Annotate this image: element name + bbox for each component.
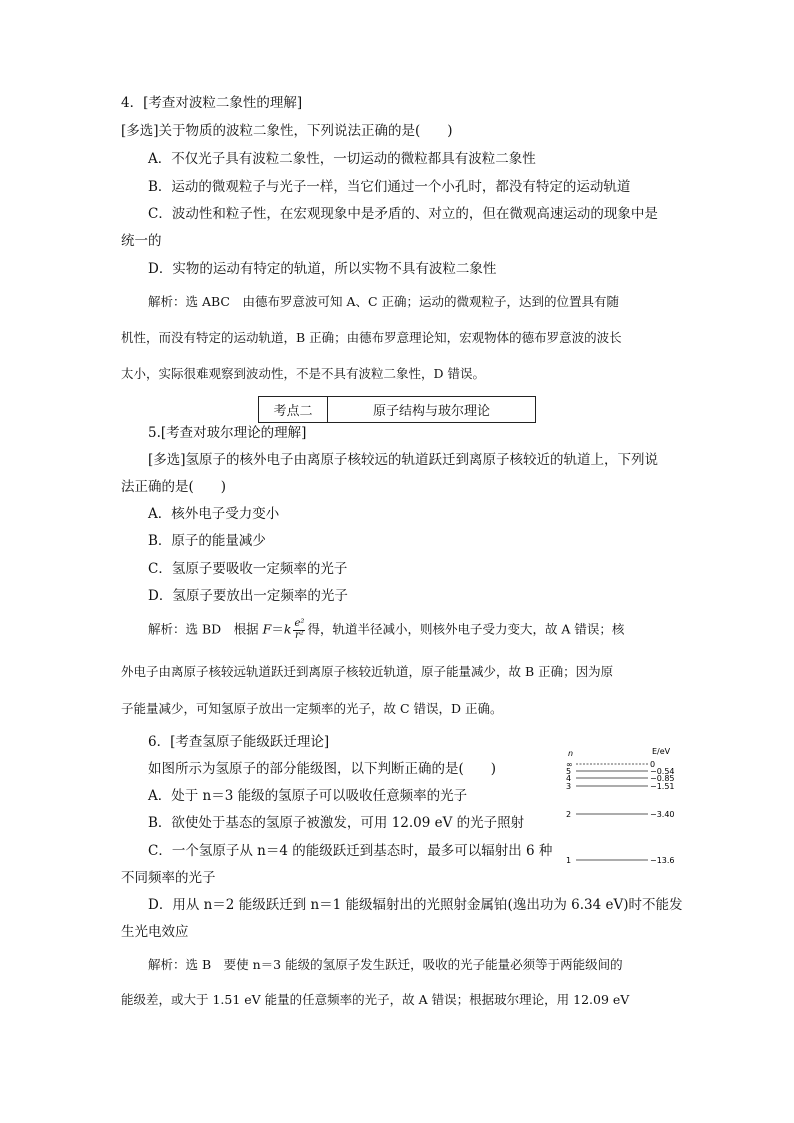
q6-solution-line2: 能级差，或大于 1.51 eV 能量的任意频率的光子，故 A 错误；根据玻尔理论，用 12.09 eV — [121, 992, 630, 1007]
q4-solution-line2: 机性，而没有特定的运动轨道，B 正确；由德布罗意理论知，宏观物体的德布罗意波的波长 — [121, 330, 622, 345]
q4-solution-line3: 太小，实际很难观察到波动性，不是不具有波粒二象性，D 错误。 — [121, 366, 485, 381]
q5-stem-line2: 法正确的是( ) — [121, 479, 227, 495]
q5-title: 5.[考查对玻尔理论的理解] — [148, 425, 307, 441]
q5-solution-prefix: 解析：选 BD 根据 — [148, 621, 263, 637]
q6-solution-line1: 解析：选 B 要使 n＝3 能级的氢原子发生跃迁，吸收的光子能量必须等于两能级间的 — [148, 957, 623, 972]
q5-solution-suffix: 得，轨道半径减小，则核外电子受力变大，故 A 错误；核 — [307, 621, 625, 637]
q4-title: 4．[考查对波粒二象性的理解] — [121, 95, 303, 111]
formula-force: F — [262, 621, 272, 637]
energy-levels — [566, 760, 675, 865]
level-energy-label: −13.6 — [650, 856, 675, 865]
q6-title: 6．[考查氢原子能级跃迁理论] — [148, 734, 330, 750]
energy-level-diagram — [560, 742, 690, 872]
level-n-label: 3 — [566, 782, 572, 791]
coulomb-fraction — [293, 619, 305, 641]
q6-option-b: B．欲使处于基态的氢原子被激发，可用 12.09 eV 的光子照射 — [148, 815, 525, 831]
q5-stem-line1: [多选]氢原子的核外电子由离原子核较远的轨道跃迁到离原子核较近的轨道上，下列说 — [148, 452, 659, 468]
q5-option-c: C．氢原子要吸收一定频率的光子 — [148, 561, 348, 577]
q4-stem: [多选]关于物质的波粒二象性，下列说法正确的是( ) — [121, 123, 453, 139]
q4-option-c-line2: 统一的 — [121, 233, 162, 249]
q5-solution-line2: 外电子由离原子核较远轨道跃迁到离原子核较近轨道，原子能量减少，故 B 正确；因为原 — [121, 664, 614, 679]
section-title: 原子结构与玻尔理论 — [372, 404, 490, 419]
q6-stem: 如图所示为氢原子的部分能级图，以下判断正确的是( ) — [148, 761, 497, 777]
level-n-label: 1 — [566, 856, 572, 865]
fraction-denominator: r² — [295, 629, 304, 641]
q4-option-a: A．不仅光子具有波粒二象性，一切运动的微粒都具有波粒二象性 — [148, 151, 536, 167]
q6-option-c-line1: C．一个氢原子从 n＝4 的能级跃迁到基态时，最多可以辐射出 6 种 — [148, 843, 553, 859]
q6-option-c-line2: 不同频率的光子 — [121, 870, 216, 886]
section-header — [258, 396, 536, 423]
fraction-numerator: e² — [294, 618, 305, 629]
diagram-e-label: E/eV — [652, 747, 671, 756]
q5-option-d: D．氢原子要放出一定频率的光子 — [148, 588, 348, 604]
level-energy-label: −0.85 — [650, 774, 675, 783]
q6-option-d-line2: 生光电效应 — [121, 924, 189, 940]
level-energy-label: −0.54 — [650, 767, 675, 776]
level-n-label: 2 — [566, 810, 572, 819]
level-n-label: 4 — [566, 774, 572, 783]
level-n-label: ∞ — [566, 760, 573, 769]
q4-solution-line1: 解析：选 ABC 由德布罗意波可知 A、C 正确；运动的微观粒子，达到的位置具有随 — [148, 294, 620, 309]
q5-solution-line1: 解析：选 BD 根据 F＝k $\frac{\text{e²}}{\text{r²}}$ 得，轨道半径减小，则核外电子受力变大，故 A 错误；核 — [148, 618, 625, 641]
q5-option-b: B．原子的能量减少 — [148, 533, 266, 549]
q4-option-c-line1: C．波动性和粒子性，在宏观现象中是矛盾的、对立的，但在微观高速运动的现象中是 — [148, 206, 658, 222]
q4-option-b: B．运动的微观粒子与光子一样，当它们通过一个小孔时，都没有特定的运动轨道 — [148, 179, 631, 195]
diagram-n-label: n — [568, 749, 574, 758]
level-energy-label: −3.40 — [650, 810, 675, 819]
q4-option-d: D．实物的运动有特定的轨道，所以实物不具有波粒二象性 — [148, 261, 497, 277]
level-energy-label: 0 — [650, 760, 656, 769]
q6-option-d-line1: D．用从 n＝2 能级跃迁到 n＝1 能级辐射出的光照射金属铂(逸出功为 6.34 eV)时不能发 — [148, 897, 683, 913]
level-energy-label: −1.51 — [650, 782, 675, 791]
q5-option-a: A．核外电子受力变小 — [148, 506, 280, 522]
q6-option-a: A．处于 n＝3 能级的氢原子可以吸收任意频率的光子 — [148, 788, 468, 804]
formula-k: k — [283, 621, 292, 637]
q5-solution-line3: 子能量减少，可知氢原子放出一定频率的光子，故 C 错误，D 正确。 — [121, 701, 503, 716]
section-label: 考点二 — [259, 397, 328, 422]
level-n-label: 5 — [566, 767, 572, 776]
